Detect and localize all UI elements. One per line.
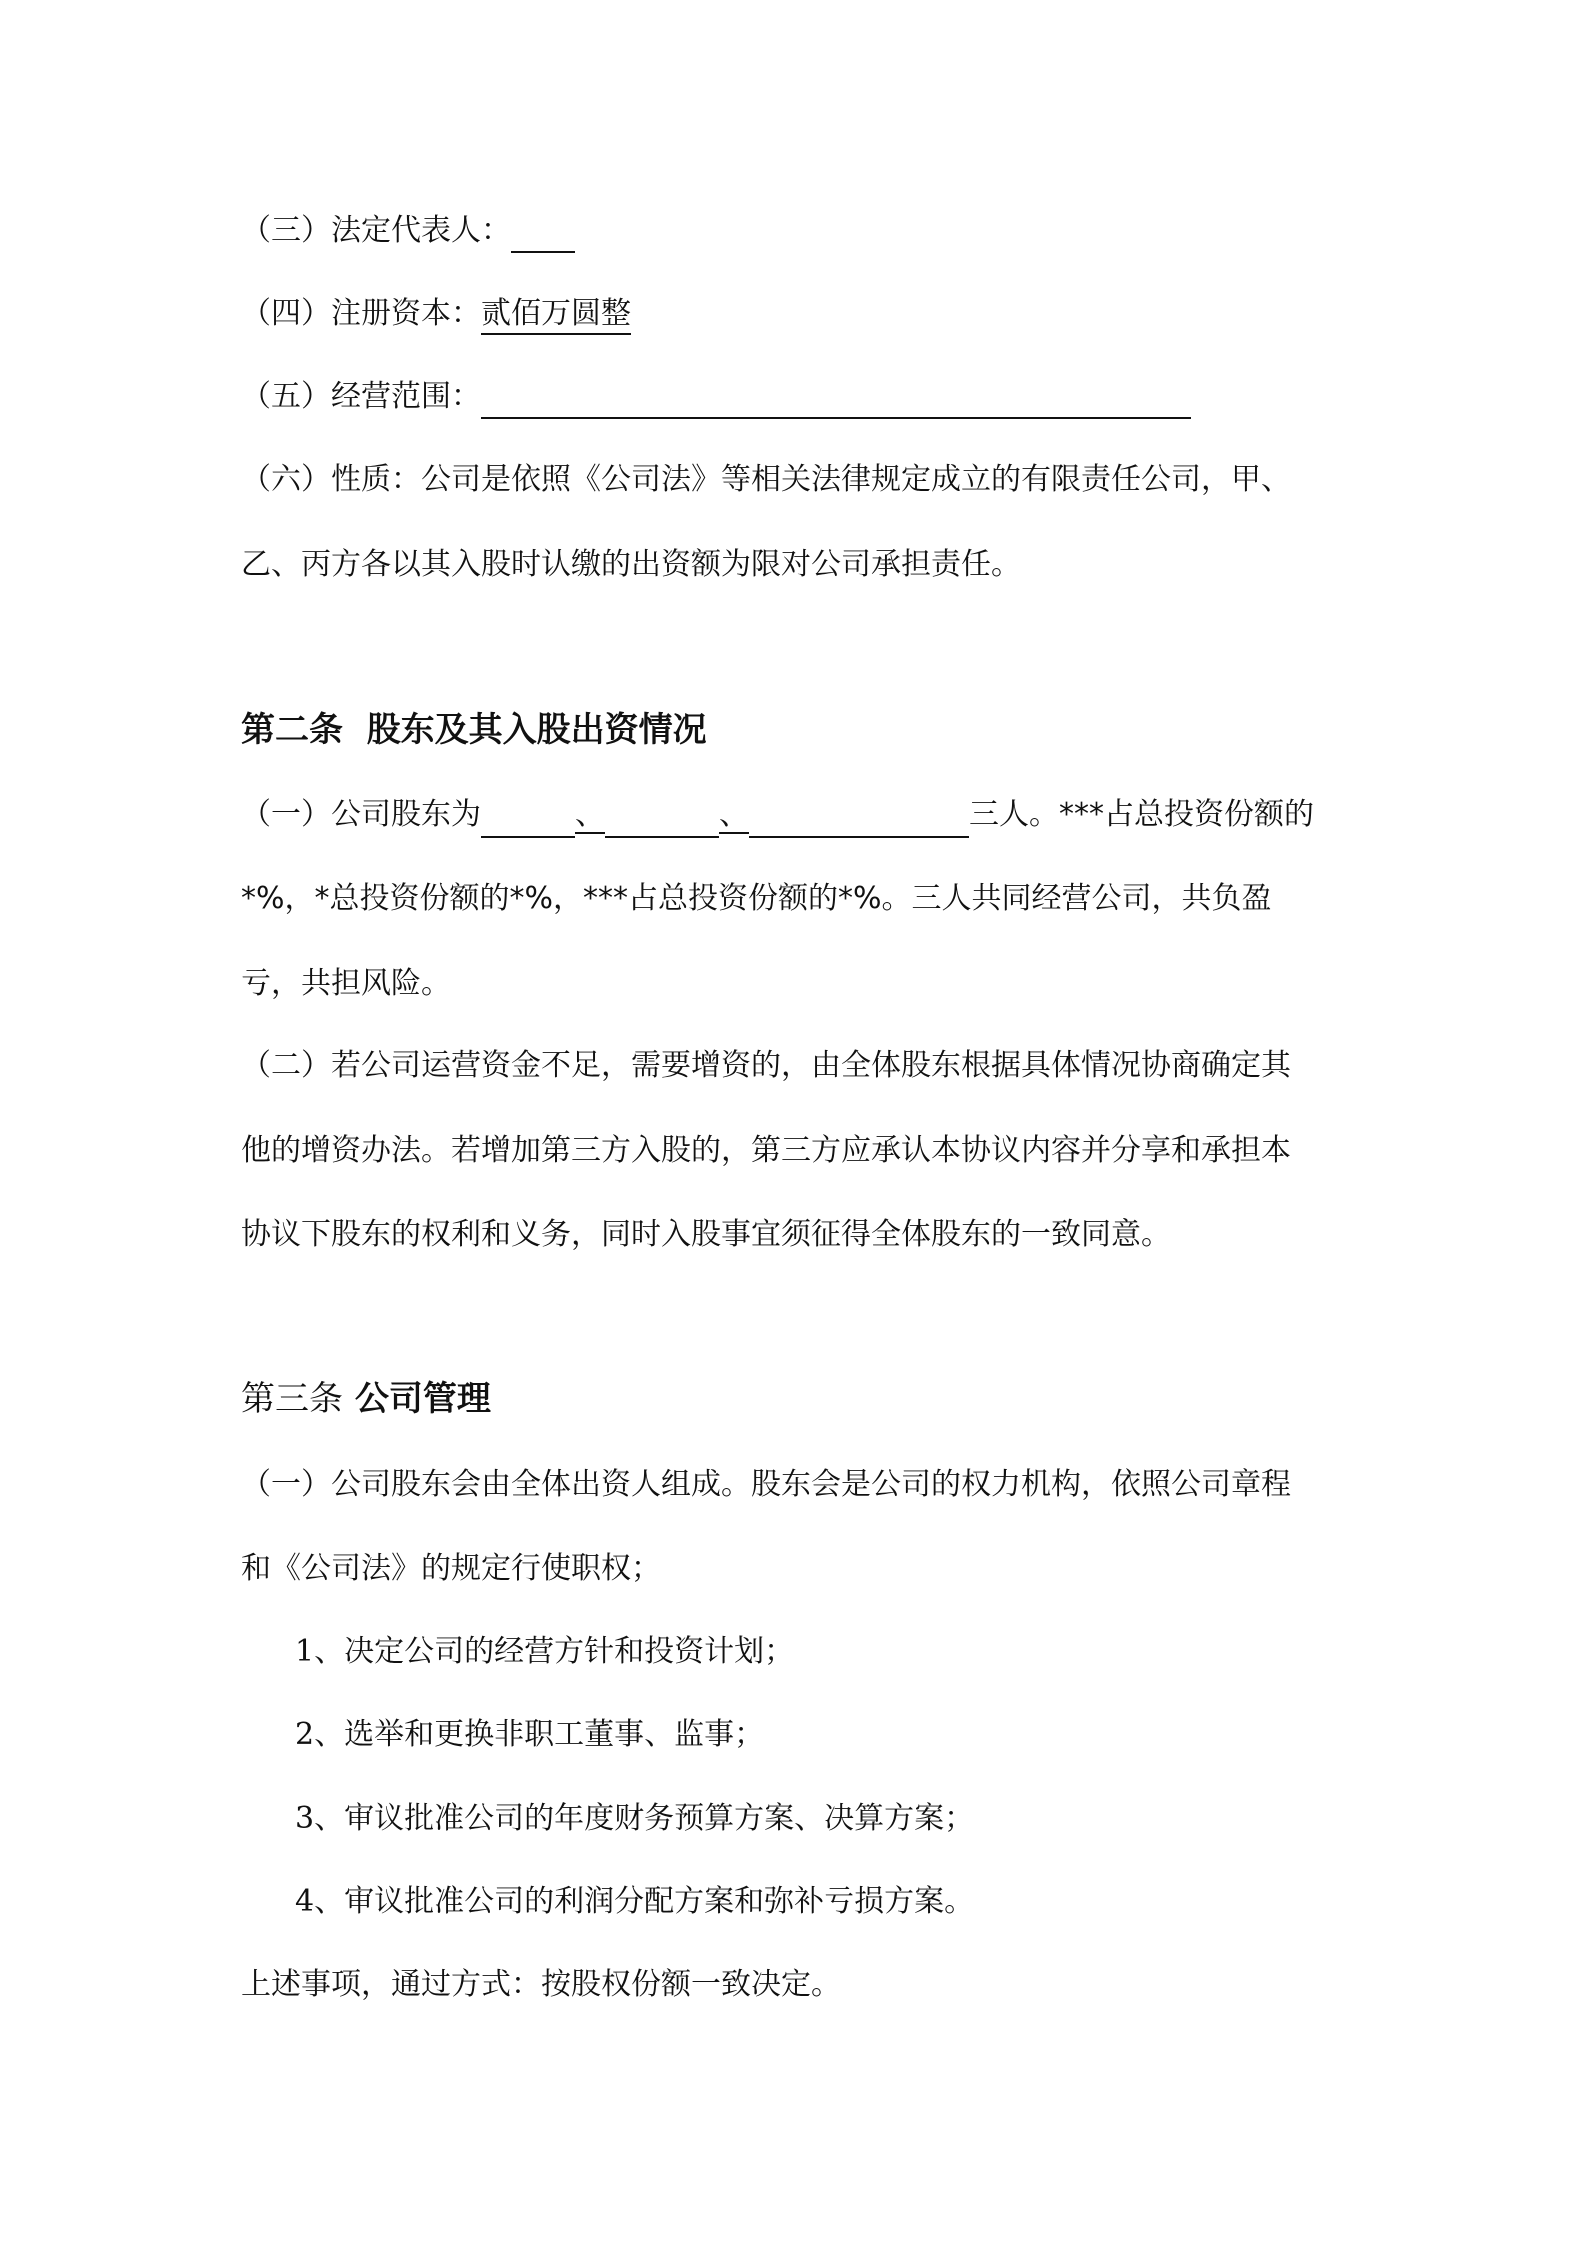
- shareholder-blank-2: [605, 800, 719, 838]
- shareholder-separator-1: 、: [575, 797, 605, 832]
- shareholders-suffix: 三人。***占总投资份额的: [969, 797, 1314, 832]
- shareholders-meeting-line-1: （一）公司股东会由全体出资人组成。股东会是公司的权力机构，依照公司章程: [241, 1467, 1291, 1502]
- shareholders-meeting-line-2: 和《公司法》的规定行使职权；: [241, 1551, 661, 1586]
- capital-increase-line-1: （二）若公司运营资金不足，需要增资的，由全体股东根据具体情况协商确定其: [241, 1048, 1291, 1083]
- legal-representative-label: （三）法定代表人：: [241, 213, 511, 248]
- list-item-number: 1: [295, 1634, 315, 1669]
- voting-method-line: 上述事项，通过方式：按股权份额一致决定。: [241, 1967, 841, 2002]
- shareholders-line-2: *%，*总投资份额的*%，***占总投资份额的*%。三人共同经营公司，共负盈: [241, 881, 1272, 916]
- article-3-number: 第三条: [241, 1379, 343, 1419]
- list-item-text: 、审议批准公司的年度财务预算方案、决算方案；: [314, 1801, 975, 1836]
- business-scope-label: （五）经营范围：: [241, 379, 481, 414]
- list-item: [295, 1880, 974, 1924]
- legal-representative-blank: [511, 215, 575, 253]
- list-item-number: 4: [295, 1884, 315, 1919]
- article-3-title: 公司管理: [354, 1379, 491, 1419]
- capital-increase-line-3: 协议下股东的权利和义务，同时入股事宜须征得全体股东的一致同意。: [241, 1217, 1171, 1252]
- registered-capital-value: 贰佰万圆整: [481, 296, 631, 335]
- article-2-heading: [241, 708, 707, 752]
- business-scope-line: [241, 375, 1191, 419]
- business-scope-blank: [481, 381, 1191, 419]
- nature-line-2: 乙、丙方各以其入股时认缴的出资额为限对公司承担责任。: [241, 547, 1021, 582]
- capital-increase-line-2: 他的增资办法。若增加第三方入股的，第三方应承认本协议内容并分享和承担本: [241, 1133, 1291, 1168]
- legal-representative-line: [241, 209, 575, 253]
- shareholders-line-1: [241, 793, 1314, 838]
- list-item-number: 3: [295, 1801, 315, 1836]
- registered-capital-label: （四）注册资本：: [241, 296, 481, 331]
- registered-capital-line: [241, 292, 631, 336]
- list-item-number: 2: [295, 1717, 315, 1752]
- shareholder-blank-1: [481, 800, 575, 838]
- nature-line-1: （六）性质：公司是依照《公司法》等相关法律规定成立的有限责任公司，甲、: [241, 462, 1291, 497]
- list-item-text: 、选举和更换非职工董事、监事；: [314, 1717, 765, 1752]
- shareholders-line-3: 亏，共担风险。: [241, 966, 451, 1001]
- list-item: [295, 1630, 794, 1674]
- article-3-heading: [241, 1377, 491, 1421]
- shareholder-blank-3: [749, 800, 969, 838]
- list-item-text: 、决定公司的经营方针和投资计划；: [314, 1634, 795, 1669]
- shareholder-separator-2: 、: [719, 797, 749, 832]
- list-item: [295, 1713, 764, 1757]
- list-item: [295, 1797, 974, 1841]
- article-2-number: 第二条: [241, 710, 343, 750]
- article-2-title: 股东及其入股出资情况: [366, 710, 707, 750]
- shareholders-prefix: （一）公司股东为: [241, 797, 481, 832]
- list-item-text: 、审议批准公司的利润分配方案和弥补亏损方案。: [314, 1884, 975, 1919]
